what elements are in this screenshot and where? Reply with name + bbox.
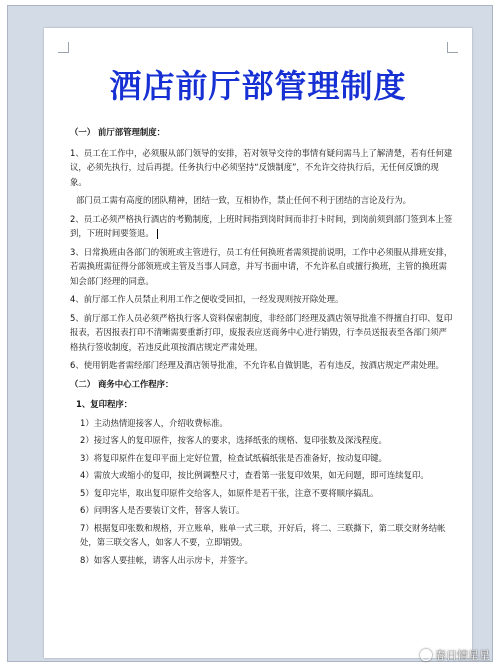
sub-heading-copy-procedure: 1、复印程序： — [76, 399, 133, 409]
procedure-step: 5）复印完毕，取出复印原件交给客人，如原件是若干张，注意不要将顺序搞乱。 — [80, 487, 379, 498]
procedure-step: 4）需放大或缩小的复印，按比例调整尺寸，查看第一张复印效果，如无问题，即可连续复印。 — [80, 470, 429, 480]
procedure-step: 3）将复印原件在复印平面上定好位置，检查试纸稿纸张是否准备好，按动复印键。 — [80, 452, 387, 463]
document-page — [44, 28, 472, 658]
margin-corner-mark-left — [58, 42, 69, 53]
rule-item-2-text: 2、员工必须严格执行酒店的考勤制度，上班时间指到岗时间而非打卡时间，到岗前须到部门签到本上签到，下班时间要签退。 — [70, 213, 453, 238]
section-heading-frontdesk: （一） 前厅部管理制度： — [70, 127, 166, 137]
rule-item-1-cont: 部门员工需有高度的团队精神，团结一致，互相协作，禁止任何不利于团结的言论及行为。 — [76, 195, 411, 205]
procedure-step: 6）问明客人是否要装订文件，替客人装订。 — [80, 505, 245, 515]
watermark-text: 春日情星星 — [435, 649, 490, 662]
procedure-step: 7）根据复印张数和规格，开立账单，账单一式三联，开好后，将二、三联撕下，第二联交财务结帐处，第三联交客人，如客人不要，立即销毁。 — [80, 522, 446, 547]
rule-item-4: 4、前厅部工作人员禁止利用工作之便收受回扣，一经发现则按开除处理。 — [70, 294, 344, 304]
document-title: 酒店前厅部管理制度 — [109, 67, 407, 105]
procedure-step: 2）接过客人的复印原件，按客人的要求，选择纸张的规格、复印张数及深浅程度。 — [80, 435, 387, 445]
rule-item-5: 5、前厅部工作人员必须严格执行客人资料保密制度，非经部门经理及酒店领导批准不得擅自打印、复印报表，若因报表打印不清晰需要重新打印，废报表应送商务中心进行销毁，行李员送报表至各部门须严格执行签收制度，若违反此项按酒店规定严肃处理。 — [70, 312, 453, 352]
section-heading-business-center: （二） 商务中心工作程序： — [70, 378, 174, 389]
rule-item-6: 6、使用钥匙者需经部门经理及酒店领导批准，不允许私自做钥匙，若有违反，按酒店规定严肃处理。 — [70, 360, 444, 370]
rule-item-3: 3、日常换班由各部门的领班或主管进行，员工有任何换班者需须提前说明，工作中必须服从排班安排，若需换班需征得分部领班或主管及当事人同意，并写书面申请，不允许私自或擅行换班，主管的换班需知会部门经理的同意。 — [70, 246, 453, 286]
procedure-step: 8）如客人要挂帐，请客人出示房卡，并签字。 — [80, 554, 253, 565]
rule-item-2 — [70, 212, 454, 241]
text-cursor — [157, 229, 158, 239]
document-viewer-background — [7, 5, 493, 662]
document-body[interactable] — [70, 123, 454, 570]
margin-corner-mark-right — [447, 42, 458, 53]
rule-item-1: 1、员工在工作中，必须服从部门领导的安排，若对领导交待的事情有疑问需马上了解清楚，若有任何建议，必须先执行，过后再提。任务执行中必须坚持“反馈制度”，不允许交待执行后，无任何反馈的现象。 — [70, 147, 453, 187]
watermark — [420, 647, 490, 663]
weibo-eye-icon — [420, 649, 432, 661]
procedure-step: 1）主动热情迎接客人，介绍收费标准。 — [80, 417, 228, 428]
